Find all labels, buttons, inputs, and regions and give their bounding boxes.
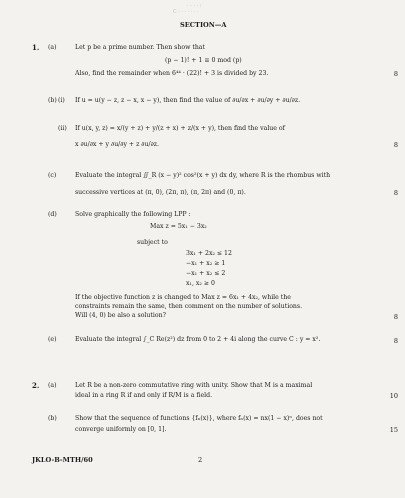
marks: 8 (393, 189, 398, 197)
svg-text:C · · · · · · ·: C · · · · · · · (173, 9, 199, 15)
marks: 8 (393, 70, 398, 78)
question-text: x ∂u/∂x + y ∂u/∂y + z ∂u/∂z. (75, 141, 159, 148)
question-text: Also, find the remainder when 6⁴⁴ · (22)! + 3 is divided by 23. (75, 70, 269, 77)
question-text: Solve graphically the following LPP : (75, 211, 191, 218)
question-part-label: (a) (48, 44, 57, 51)
question-text: If the objective function z is changed to Max z = 6x₁ + 4x₂, while the (75, 294, 291, 301)
section-heading: SECTION—A (180, 21, 227, 29)
marks: 10 (389, 392, 398, 400)
question-text: Let R be a non-zero commutative ring with unity. Show that M is a maximal (75, 382, 313, 389)
question-part-label: (b) (48, 415, 57, 422)
constraints-label: subject to (137, 239, 168, 246)
objective-function: Max z = 5x₁ − 3x₂ (150, 223, 207, 230)
svg-text:· · · · :: · · · · : (187, 3, 202, 9)
question-text: If u(x, y, z) = x/(y + z) + y/(z + x) + z/(x + y), then find the value of (75, 125, 285, 132)
marks: 15 (389, 426, 398, 434)
question-part-label: (a) (48, 382, 57, 389)
question-text: successive vertices at (π, 0), (2π, π), (π, 2π) and (0, π). (75, 189, 246, 196)
question-text: ideal in a ring R if and only if R/M is a field. (75, 392, 213, 399)
paper-code: JKLO-B-MTH/60 (32, 456, 93, 464)
question-text: Let p be a prime number. Then show that (75, 44, 205, 51)
question-number: 2. (32, 381, 40, 390)
watermark-stamp (165, 0, 245, 14)
marks: 8 (393, 337, 398, 345)
question-number: 1. (32, 43, 40, 52)
question-text: Show that the sequence of functions {fₙ(x)}, where fₙ(x) = nx(1 − x)ⁿ, does not (75, 415, 323, 422)
constraint: 3x₁ + 2x₂ ≤ 12 (186, 250, 232, 257)
question-text: If u = u(y − z, z − x, x − y), then find the value of ∂u/∂x + ∂u/∂y + ∂u/∂z. (75, 97, 301, 104)
equation: (p − 1)! + 1 ≡ 0 mod (p) (165, 57, 242, 64)
constraint: x₁, x₂ ≥ 0 (186, 280, 215, 287)
subpart-label: (ii) (58, 125, 67, 132)
question-text: Evaluate the integral ∫_C Re(z²) dz from 0 to 2 + 4i along the curve C : y = x². (75, 336, 321, 343)
question-text: Will (4, 0) be also a solution? (75, 312, 166, 319)
question-part-label: (c) (48, 172, 57, 179)
marks: 8 (393, 141, 398, 149)
question-part-label: (d) (48, 211, 57, 218)
question-text: converge uniformly on [0, 1]. (75, 426, 167, 433)
page-number: 2 (198, 456, 203, 464)
marks: 8 (393, 313, 398, 321)
question-part-label: (e) (48, 336, 57, 343)
subpart-label: (i) (58, 97, 65, 104)
question-text: constraints remain the same, then comment on the number of solutions. (75, 303, 303, 310)
constraint: −x₁ + x₂ ≤ 2 (186, 270, 226, 277)
question-text: Evaluate the integral ∬_R (x − y)² cos²(x + y) dx dy, where R is the rhombus with (75, 172, 331, 179)
constraint: −x₁ + x₂ ≥ 1 (186, 260, 226, 267)
question-part-label: (b) (48, 97, 57, 104)
